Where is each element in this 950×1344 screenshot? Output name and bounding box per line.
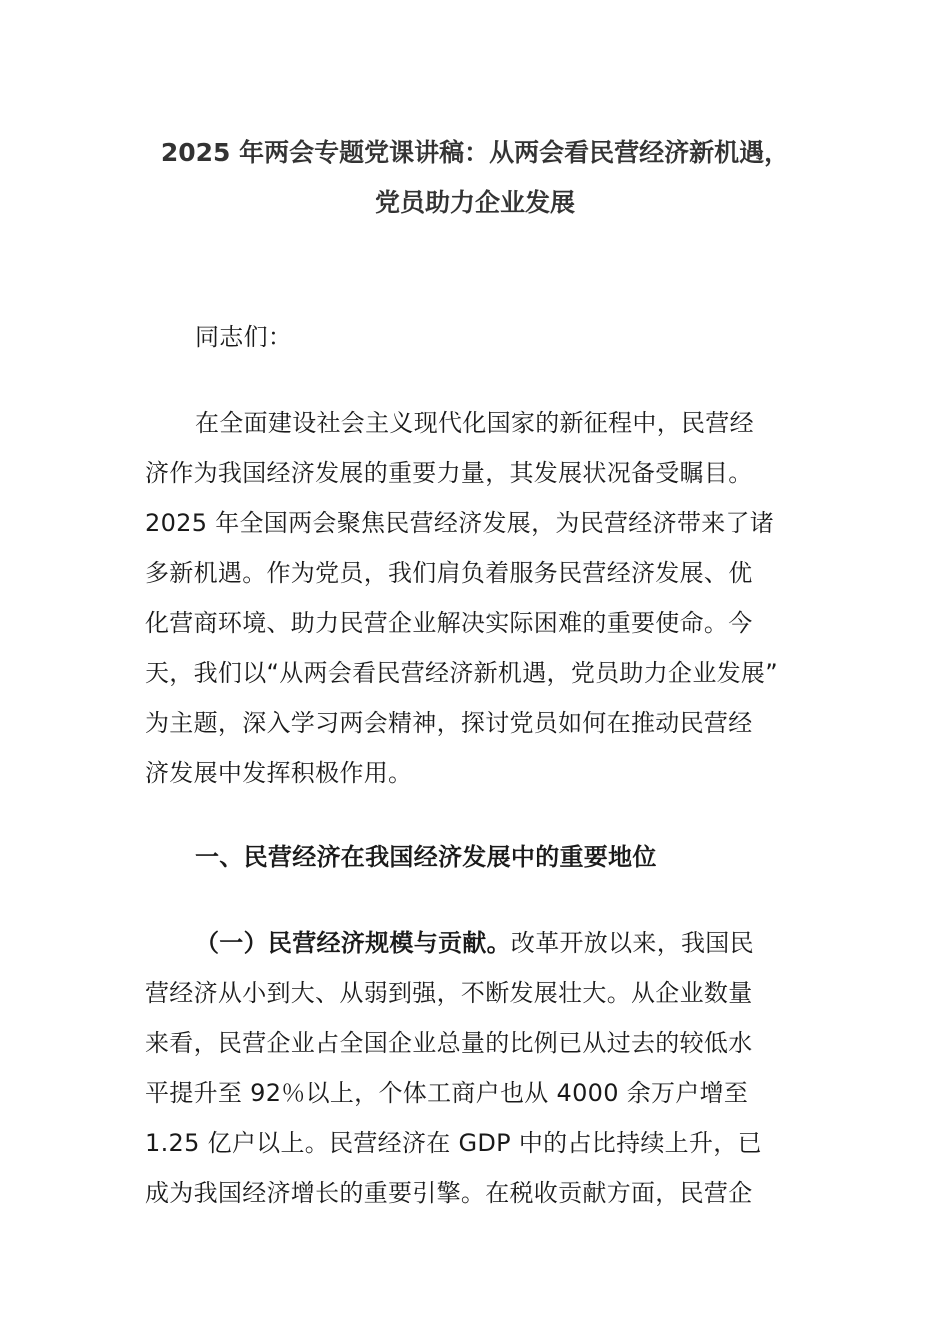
intro-line: 为主题，深入学习两会精神，探讨党员如何在推动民营经: [145, 709, 753, 737]
intro-paragraph: [145, 398, 810, 798]
intro-line: 2025 年全国两会聚焦民营经济发展，为民营经济带来了诸: [145, 509, 775, 537]
intro-line: 在全面建设社会主义现代化国家的新征程中，民营经: [195, 409, 754, 437]
section-1-heading: 一、民营经济在我国经济发展中的重要地位: [195, 843, 657, 871]
document-title: [120, 128, 830, 228]
intro-line: 多新机遇。作为党员，我们肩负着服务民营经济发展、优: [145, 559, 753, 587]
salutation: 同志们：: [195, 323, 293, 351]
subsection-1-line: 成为我国经济增长的重要引擎。在税收贡献方面，民营企: [145, 1179, 753, 1207]
intro-line: 济作为我国经济发展的重要力量，其发展状况备受瞩目。: [145, 459, 753, 487]
subsection-1-first-line-text: 改革开放以来，我国民: [510, 929, 754, 957]
intro-line: 天，我们以“从两会看民营经济新机遇，党员助力企业发展”: [145, 659, 778, 687]
title-line-1: 2025 年两会专题党课讲稿：从两会看民营经济新机遇，: [160, 138, 790, 167]
subsection-1-line: 1.25 亿户以上。民营经济在 GDP 中的占比持续上升，已: [145, 1129, 762, 1157]
subsection-1-line: 平提升至 92％以上，个体工商户也从 4000 余万户增至: [145, 1079, 749, 1107]
subsection-1-line: 营经济从小到大、从弱到强，不断发展壮大。从企业数量: [145, 979, 753, 1007]
intro-line: 化营商环境、助力民营企业解决实际困难的重要使命。今: [145, 609, 753, 637]
title-line-2: 党员助力企业发展: [374, 188, 575, 217]
subsection-1-line: 来看，民营企业占全国企业总量的比例已从过去的较低水: [145, 1029, 753, 1057]
subsection-1-first-line: [145, 918, 810, 968]
intro-line: 济发展中发挥积极作用。: [145, 759, 413, 787]
subsection-1-paragraph: [145, 918, 810, 1218]
subsection-1-heading: （一）民营经济规模与贡献。: [195, 929, 511, 957]
